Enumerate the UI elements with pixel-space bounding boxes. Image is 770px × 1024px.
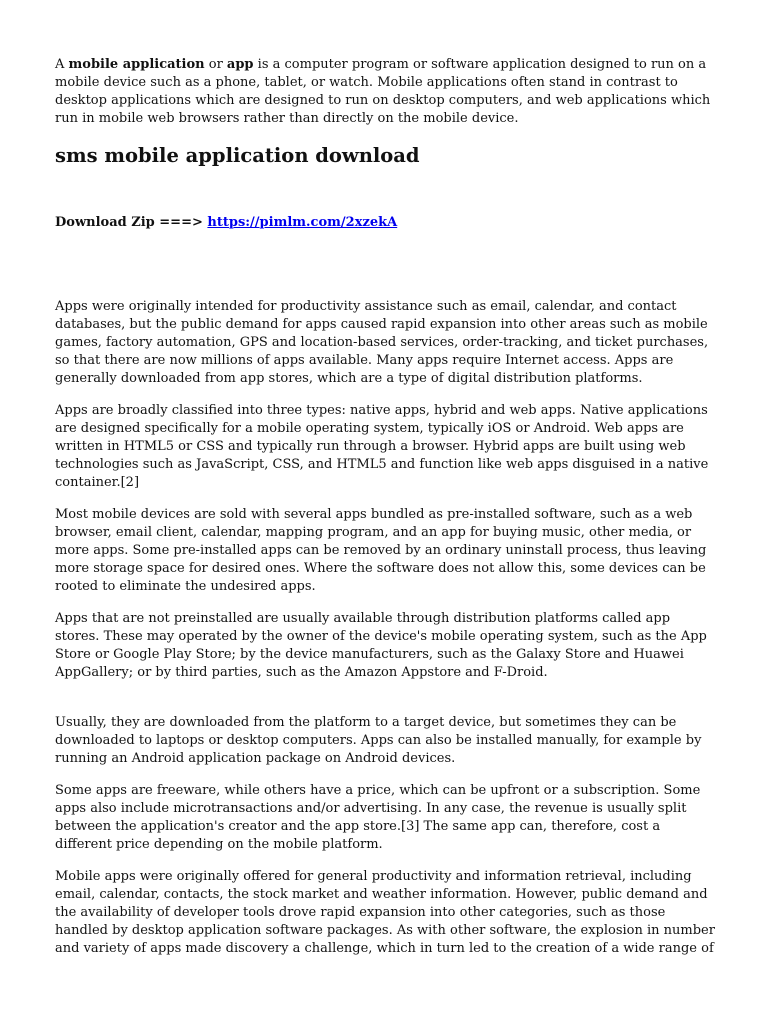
- term-app: app: [226, 57, 254, 72]
- body-paragraph-3: Most mobile devices are sold with several apps bundled as pre-installed software, such as a web browser, email client, calendar, mapping program, and an app for buying music, other media, or more apps. Some pre-installed apps can be removed by an ordinary uninstall process, thus leaving more storage space for desired ones. Where the software does not allow this, some devices can be rooted to eliminate the undesired apps.: [55, 507, 707, 594]
- page-title: sms mobile application download: [55, 144, 420, 167]
- body-paragraph-2: Apps are broadly classified into three types: native apps, hybrid and web apps. Native applications are designed specifically for a mobile operating system, typically iOS or Android. Web apps are written in HTML5 or CSS and typically run through a browser. Hybrid apps are built using web technologies such as JavaScript, CSS, and HTML5 and function like web apps disguised in a native container.[2]: [55, 403, 709, 490]
- intro-rest: is a computer program or software application designed to run on a mobile device such as a phone, tablet, or watch. Mobile applications often stand in contrast to desktop applications which are designed to run on desktop computers, and web applications which run in mobile web browsers rather than directly on the mobile device.: [55, 57, 711, 126]
- intro-prefix: A: [55, 57, 69, 72]
- body-paragraph-7: Mobile apps were originally offered for general productivity and information retrieval, including email, calendar, contacts, the stock market and weather information. However, public demand and the availability of developer tools drove rapid expansion into other categories, such as those handled by desktop application software packages. As with other software, the explosion in number and variety of apps made discovery a challenge, which in turn led to the creation of a wide range of: [55, 869, 715, 956]
- intro-paragraph: [55, 56, 717, 128]
- download-link[interactable]: https://pimlm.com/2xzekA: [207, 215, 398, 230]
- download-label: Download Zip ===>: [55, 215, 208, 230]
- document-page: [55, 56, 717, 958]
- body-paragraph-6: Some apps are freeware, while others have a price, which can be upfront or a subscription. Some apps also include microtransactions and/or advertising. In any case, the revenue is usually split between the application's creator and the app store.[3] The same app can, therefore, cost a different price depending on the mobile platform.: [55, 783, 701, 852]
- download-line: [55, 214, 717, 232]
- body-paragraph-1: Apps were originally intended for productivity assistance such as email, calendar, and contact databases, but the public demand for apps caused rapid expansion into other areas such as mobile games, factory automation, GPS and location-based services, order-tracking, and ticket purchases, so that there are now millions of apps available. Many apps require Internet access. Apps are generally downloaded from app stores, which are a type of digital distribution platforms.: [55, 299, 709, 386]
- intro-middle: or: [204, 57, 227, 72]
- term-mobile-application: mobile application: [68, 57, 205, 72]
- body-paragraph-5: Usually, they are downloaded from the platform to a target device, but sometimes they can be downloaded to laptops or desktop computers. Apps can also be installed manually, for example by running an Android application package on Android devices.: [55, 715, 702, 766]
- body-paragraph-4: Apps that are not preinstalled are usually available through distribution platforms called app stores. These may operated by the owner of the device's mobile operating system, such as the App Store or Google Play Store; by the device manufacturers, such as the Galaxy Store and Huawei AppGallery; or by third parties, such as the Amazon Appstore and F-Droid.: [55, 611, 707, 680]
